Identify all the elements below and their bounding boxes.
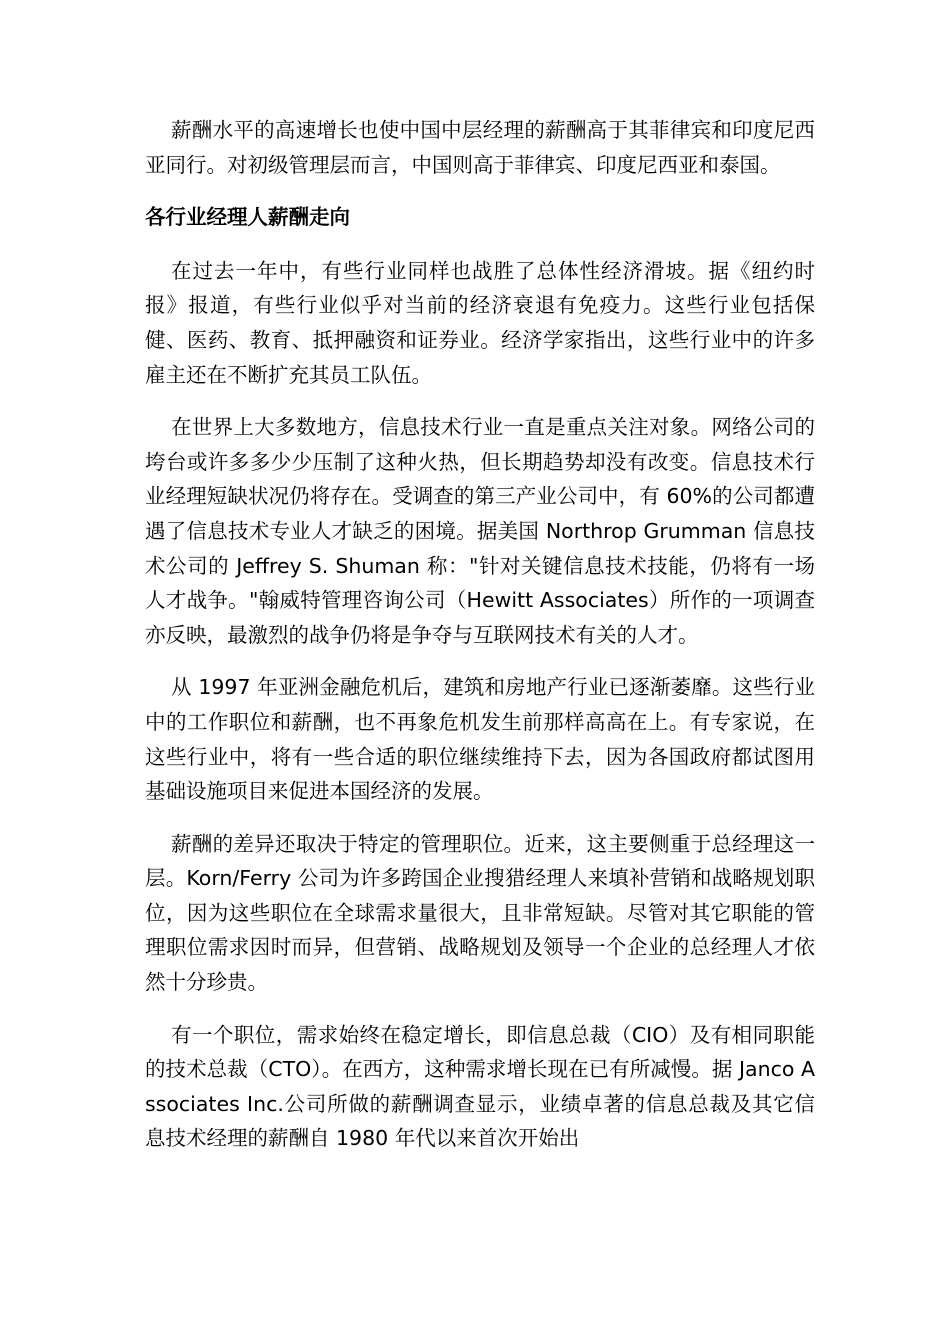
section-heading: 各行业经理人薪酬走向	[145, 205, 350, 230]
paragraph-construction: 从 1997 年亚洲金融危机后，建筑和房地产行业已逐渐萎靡。这些行业中的工作职位和薪酬，也不再象危机发生前那样高高在上。有专家说，在这些行业中，将有一些合适的职位继续维持下去，因为各国政府都试图用基础设施项目来促进本国经济的发展。	[145, 675, 815, 804]
paragraph-it-sector: 在世界上大多数地方，信息技术行业一直是重点关注对象。网络公司的垮台或许多多少少压制了这种火热，但长期趋势却没有改变。信息技术行业经理短缺状况仍将存在。受调查的第三产业公司中，有 60%的公司都遭遇了信息技术专业人才缺乏的困境。据美国 Northrop Grumman 信息技术公司的 Jeffrey S. Shuman 称："针对关键信息技术技能，仍将有一场人才战争。"翰威特管理咨询公司（Hewitt Associates）所作的一项调查亦反映，最激烈的战争仍将是争夺与互联网技术有关的人才。	[145, 415, 815, 647]
document-body	[145, 113, 815, 1156]
paragraph-industries: 在过去一年中，有些行业同样也战胜了总体性经济滑坡。据《纽约时报》报道，有些行业似乎对当前的经济衰退有免疫力。这些行业包括保健、医药、教育、抵押融资和证券业。经济学家指出，这些行业中的许多雇主还在不断扩充其员工队伍。	[145, 258, 815, 387]
paragraph-cio-cto: 有一个职位，需求始终在稳定增长，即信息总裁（CIO）及有相同职能的技术总裁（CTO）。在西方，这种需求增长现在已有所减慢。据 Janco Associates Inc.公司所做的薪酬调查显示，业绩卓著的信息总裁及其它信息技术经理的薪酬自 1980 年代以来首次开始出	[145, 1022, 815, 1151]
paragraph-management-positions: 薪酬的差异还取决于特定的管理职位。近来，这主要侧重于总经理这一层。Korn/Ferry 公司为许多跨国企业搜猎经理人来填补营销和战略规划职位，因为这些职位在全球需求量很大，且非常短缺。尽管对其它职能的管理职位需求因时而异，但营销、战略规划及领导一个企业的总经理人才依然十分珍贵。	[145, 831, 815, 995]
paragraph-intro: 薪酬水平的高速增长也使中国中层经理的薪酬高于其菲律宾和印度尼西亚同行。对初级管理层而言，中国则高于菲律宾、印度尼西亚和泰国。	[145, 118, 815, 177]
